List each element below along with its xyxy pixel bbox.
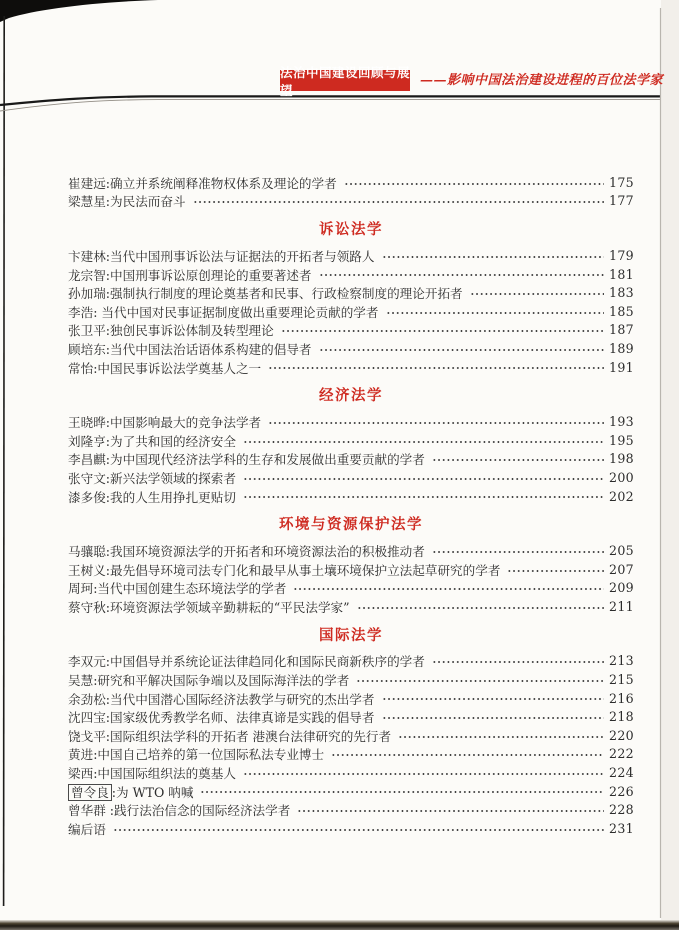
book-title-banner — [280, 64, 411, 98]
entry-title: :为中国现代经济法学科的生存和发展做出重要贡献的学者 — [105, 452, 425, 468]
entry-text — [68, 246, 375, 265]
toc-entry — [68, 670, 634, 689]
entry-title: :研究和平解决国际争端以及国际海洋法的学者 — [93, 673, 350, 689]
entry-title: :中国影响最大的竞争法学者 — [105, 415, 262, 431]
entry-title: :中国刑事诉讼原创理论的重要著述者 — [105, 267, 312, 283]
entry-text — [68, 265, 312, 284]
entry-name: 周珂 — [68, 581, 94, 597]
header-rule-shadow — [0, 100, 661, 111]
page-number: 220 — [609, 727, 634, 743]
dot-leader — [319, 265, 605, 284]
toc-entry — [68, 819, 634, 838]
page-number: 193 — [609, 414, 634, 430]
entry-title: :我的人生用挣扎更贴切 — [105, 489, 236, 505]
entry-name: 刘隆亨 — [68, 433, 106, 449]
entry-name: 张卫平 — [68, 323, 106, 339]
entry-text — [68, 782, 193, 801]
dot-leader — [432, 652, 604, 671]
entry-text — [68, 597, 350, 616]
entry-title: :当代中国创建生态环境法学的学者 — [93, 581, 287, 597]
entry-text — [68, 670, 349, 689]
toc-entry — [68, 782, 634, 801]
entry-name: 崔建远 — [68, 175, 106, 191]
entry-name: 孙加瑞 — [68, 286, 106, 302]
toc-entry — [68, 321, 634, 340]
entry-title: :中国倡导并系统论证法律趋同化和国际民商新秩序的学者 — [105, 654, 425, 670]
entry-title: : 当代中国对民事证据制度做出重要理论贡献的学者 — [93, 304, 379, 320]
entry-text — [68, 302, 379, 321]
toc-entry — [68, 246, 634, 265]
toc-entry — [68, 173, 634, 192]
entry-name: 黄进 — [68, 747, 94, 763]
toc-entry — [68, 265, 634, 284]
dot-leader — [331, 745, 604, 764]
toc-entry — [68, 745, 634, 764]
toc-entry — [68, 487, 634, 506]
page-number: 222 — [609, 746, 634, 762]
entry-title: :我国环境资源法学的开拓者和环境资源法治的积极推动者 — [105, 544, 425, 560]
page-number: 226 — [609, 783, 634, 799]
dot-leader — [200, 782, 604, 801]
entry-title: :中国民事诉讼法学奠基人之一 — [93, 360, 262, 376]
entry-name: 吴慧 — [68, 673, 94, 689]
dot-leader — [268, 412, 604, 431]
entry-text — [68, 339, 312, 358]
toc-entry — [68, 579, 634, 598]
toc-entry — [68, 689, 634, 708]
page-number: 207 — [609, 561, 634, 577]
dot-leader — [382, 707, 605, 726]
entry-title: :为民法而奋斗 — [105, 194, 186, 210]
dot-leader — [268, 358, 604, 377]
entry-text — [68, 487, 236, 506]
dot-leader — [398, 726, 604, 745]
dot-leader — [243, 487, 604, 506]
entry-title: :为 WTO 呐喊 — [111, 784, 194, 800]
entry-text — [68, 819, 106, 838]
dot-leader — [293, 579, 604, 598]
entry-text — [68, 800, 290, 819]
section-heading: 环境与资源保护法学 — [279, 517, 423, 534]
entry-title: :强制执行制度的理论奠基者和民事、行政检察制度的理论开拓者 — [105, 286, 463, 302]
entry-text — [68, 412, 261, 431]
entry-text — [68, 726, 391, 745]
dot-leader — [386, 302, 605, 321]
entry-name: 余劲松 — [68, 691, 106, 707]
toc-entry — [68, 726, 634, 745]
page-number: 179 — [609, 247, 634, 263]
toc-entry — [68, 763, 634, 782]
entry-name: 龙宗智 — [68, 267, 106, 283]
entry-title: :当代中国潜心国际经济法教学与研究的杰出学者 — [105, 691, 375, 707]
entry-name: 李浩 — [68, 304, 94, 320]
entry-title: :中国国际组织法的奠基人 — [93, 766, 236, 782]
toc-entry — [68, 412, 634, 431]
dot-leader — [470, 283, 604, 302]
dot-leader — [507, 560, 604, 579]
dot-leader — [344, 173, 604, 192]
entry-text — [68, 449, 425, 468]
entry-text — [68, 468, 236, 487]
book-title-label: 法治中国建设回顾与展望 — [280, 64, 411, 98]
entry-name: 卞建林 — [68, 248, 106, 264]
dot-leader — [281, 321, 604, 340]
entry-name: 编后语 — [68, 821, 106, 837]
page-right-edge — [661, 0, 679, 930]
entry-title: :最先倡导环境司法专门化和最早从事土壤环境保护立法起草研究的学者 — [105, 562, 501, 578]
entry-name: 蔡守秋 — [68, 599, 106, 615]
entry-name: 张守文 — [68, 470, 106, 486]
entry-text — [68, 283, 463, 302]
entry-name: 顾培东 — [68, 341, 106, 357]
toc-entry — [68, 450, 634, 469]
page-number: 181 — [609, 266, 634, 282]
page-number: 195 — [609, 432, 634, 448]
entry-name: 李昌麒 — [68, 452, 106, 468]
toc-entry — [68, 192, 634, 211]
page-number: 175 — [609, 174, 634, 190]
entry-name: 李双元 — [68, 654, 106, 670]
entry-title: :确立并系统阐释准物权体系及理论的学者 — [105, 175, 337, 191]
page-number: 209 — [609, 580, 634, 596]
entry-title: :国际组织法学科的开拓者 港澳台法律研究的先行者 — [105, 728, 392, 744]
toc-entry — [68, 431, 634, 450]
toc-entry — [68, 707, 634, 726]
section-heading: 国际法学 — [319, 627, 383, 644]
entry-title: :独创民事诉讼体制及转型理论 — [105, 323, 274, 339]
entry-name: 常怡 — [68, 360, 94, 376]
page-number: 185 — [609, 303, 634, 319]
entry-title: :当代中国刑事诉讼法与证据法的开拓者与领路人 — [105, 248, 375, 264]
section-heading: 经济法学 — [319, 388, 383, 405]
entry-name: 曾令良 — [68, 784, 112, 801]
entry-name: 王晓晔 — [68, 415, 106, 431]
entry-name: 马骧聪 — [68, 544, 106, 560]
toc-entry — [68, 358, 634, 377]
entry-title: :中国自己培养的第一位国际私法专业博士 — [93, 747, 325, 763]
dot-leader — [243, 431, 604, 450]
table-of-contents — [68, 173, 634, 838]
entry-text — [68, 191, 186, 210]
entry-name: 沈四宝 — [68, 710, 106, 726]
entry-name: 曾华群 — [68, 803, 106, 819]
entry-text — [68, 320, 274, 339]
toc-entry — [68, 597, 634, 616]
page-corner-curl — [0, 0, 158, 22]
dot-leader — [382, 689, 605, 708]
page-number: 215 — [609, 672, 634, 688]
dot-leader — [319, 339, 605, 358]
toc-entry — [68, 302, 634, 321]
page-number: 183 — [609, 285, 634, 301]
book-subtitle: ——影响中国法治建设进程的百位法学家 — [420, 73, 664, 88]
entry-name: 饶戈平 — [68, 728, 106, 744]
dot-leader — [356, 670, 604, 689]
entry-text — [68, 358, 261, 377]
dot-leader — [382, 246, 605, 265]
page-number: 191 — [609, 359, 634, 375]
dot-leader — [357, 597, 604, 616]
page-number: 177 — [609, 193, 634, 209]
entry-text — [68, 173, 337, 192]
dot-leader — [243, 468, 604, 487]
entry-text — [68, 707, 375, 726]
dot-leader — [432, 450, 604, 469]
page-edge-left — [4, 16, 5, 906]
entry-text — [68, 541, 425, 560]
page-number: 205 — [609, 543, 634, 559]
toc-entry — [68, 339, 634, 358]
page-number: 211 — [609, 598, 634, 614]
page-number: 202 — [609, 488, 634, 504]
page-number: 213 — [609, 653, 634, 669]
dot-leader — [432, 541, 604, 560]
page-number: 224 — [609, 765, 634, 781]
toc-entry — [68, 283, 634, 302]
page-number: 231 — [609, 820, 634, 836]
entry-title: :当代中国法治话语体系构建的倡导者 — [105, 341, 312, 357]
page-number: 216 — [609, 690, 634, 706]
page-number: 189 — [609, 340, 634, 356]
entry-title: :践行法治信念的国际经济法学者 — [105, 803, 291, 819]
dot-leader — [193, 192, 604, 211]
entry-title: :新兴法学领域的探索者 — [105, 470, 236, 486]
entry-name: 王树义 — [68, 562, 106, 578]
entry-text — [68, 763, 236, 782]
section-heading: 诉讼法学 — [319, 222, 383, 239]
entry-title: :环境资源法学领域辛勤耕耘的“平民法学家” — [105, 599, 350, 615]
entry-text — [68, 431, 236, 450]
entry-name: 梁慧星 — [68, 194, 106, 210]
entry-name: 漆多俊 — [68, 489, 106, 505]
page-number: 198 — [609, 451, 634, 467]
dot-leader — [113, 819, 604, 838]
toc-entry — [68, 800, 634, 819]
entry-text — [68, 578, 286, 597]
toc-entry — [68, 560, 634, 579]
toc-entry — [68, 468, 634, 487]
page-number: 228 — [609, 802, 634, 818]
entry-title: :国家级优秀教学名师、法律真谛是实践的倡导者 — [105, 710, 375, 726]
page-number: 187 — [609, 322, 634, 338]
entry-title: :为了共和国的经济安全 — [105, 433, 236, 449]
toc-entry — [68, 652, 634, 671]
toc-entry — [68, 541, 634, 560]
entry-text — [68, 560, 500, 579]
page-number: 218 — [609, 709, 634, 725]
entry-text — [68, 689, 375, 708]
page-number: 200 — [609, 469, 634, 485]
page-bottom-edge — [0, 920, 679, 930]
entry-text — [68, 651, 425, 670]
entry-name: 梁西 — [68, 766, 94, 782]
entry-text — [68, 744, 324, 763]
dot-leader — [243, 763, 604, 782]
dot-leader — [297, 800, 604, 819]
